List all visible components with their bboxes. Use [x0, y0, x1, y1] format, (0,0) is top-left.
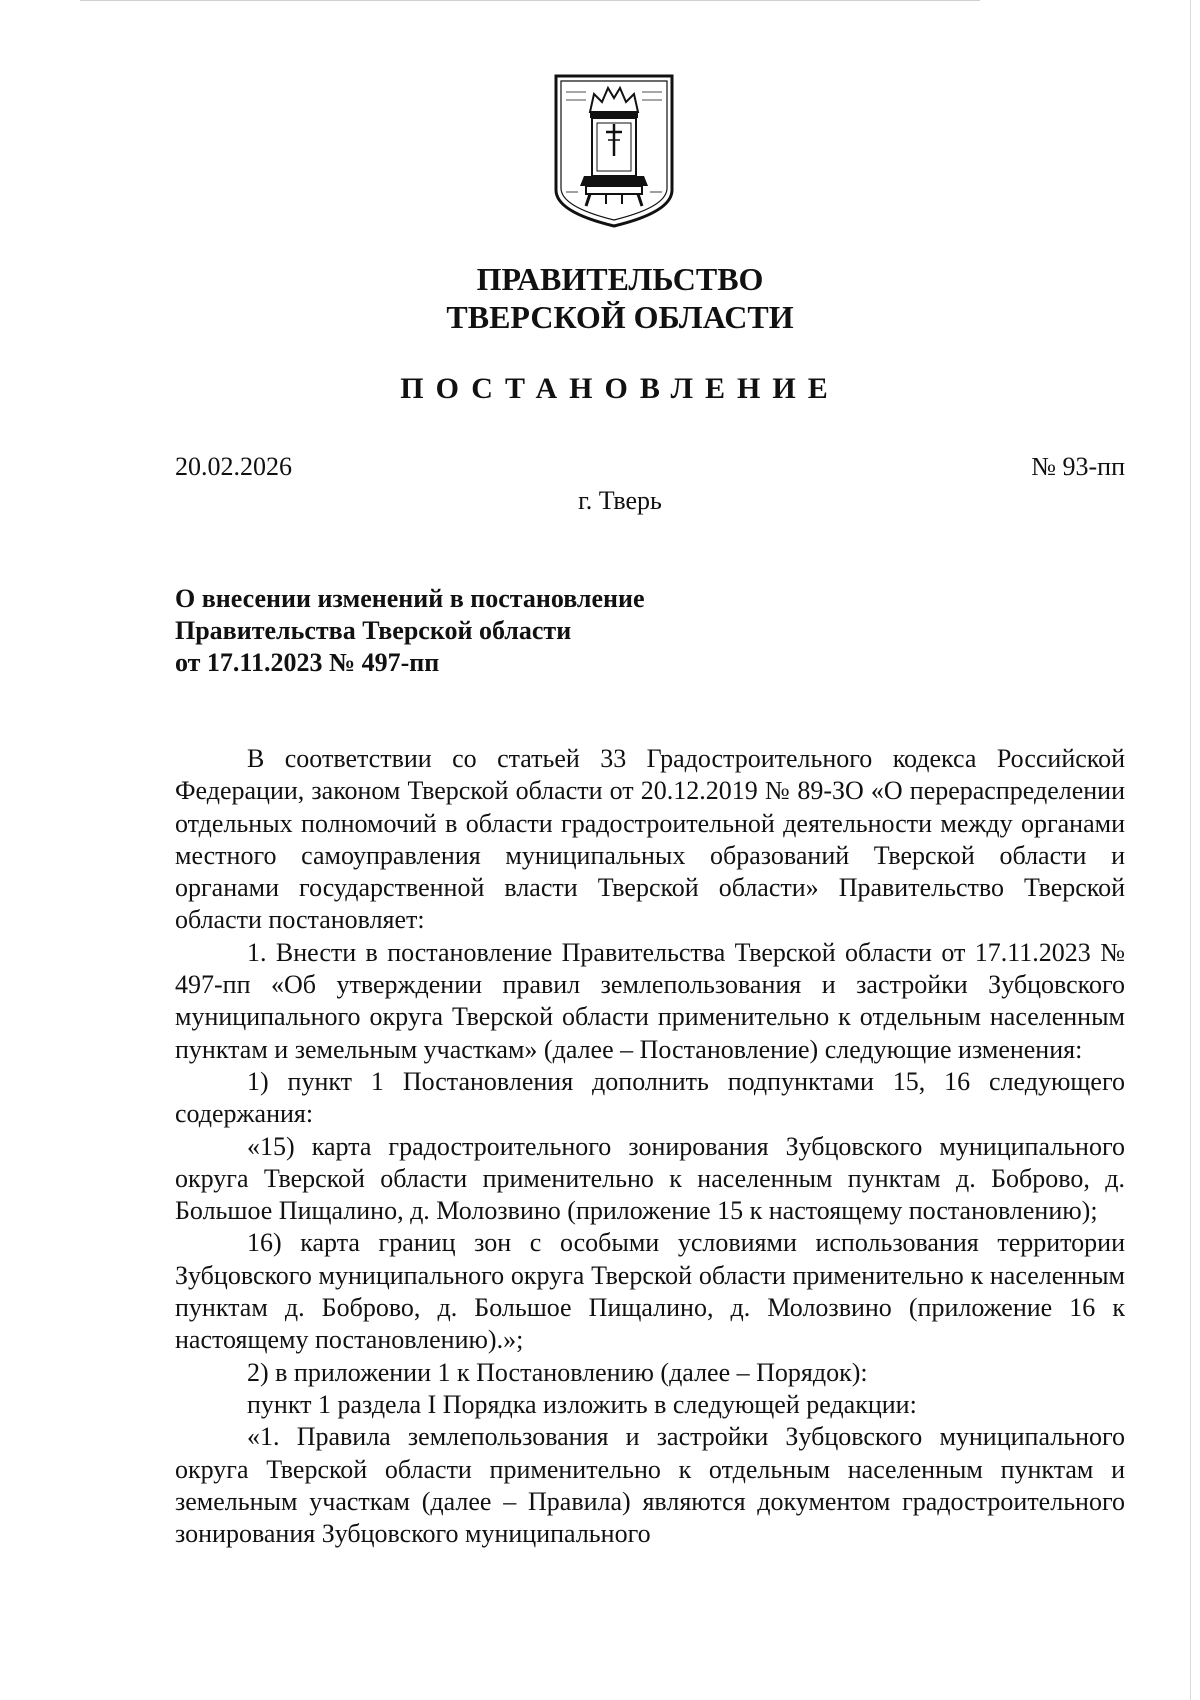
body-paragraph: пункт 1 раздела I Порядка изложить в следующей редакции:	[247, 1389, 917, 1419]
document-body	[175, 743, 1125, 1550]
body-paragraph: «1. Правила землепользования и застройки Зубцовского муниципального округа Тверской области применительно к отдельным населенным пунктам и земельным участкам (далее – Правила) являются документом градостроительного зонирования Зубцовского муниципального	[175, 1422, 1125, 1549]
scan-edge-line	[80, 0, 980, 1]
document-number: № 93-пп	[1031, 452, 1125, 481]
organization-name-line2: ТВЕРСКОЙ ОБЛАСТИ	[446, 299, 794, 335]
scan-edge-line	[1190, 0, 1191, 1700]
body-paragraph: В соответствии со статьей 33 Градостроительного кодекса Российской Федерации, законом Тверской области от 20.12.2019 № 89-ЗО «О перераспределении отдельных полномочий в области градостроительной деятельности между органами местного самоуправления муниципальных образований Тверской области и органами государственной власти Тверской области» Правительство Тверской области постановляет:	[175, 744, 1125, 935]
document-type: ПОСТАНОВЛЕНИЕ	[400, 372, 840, 405]
body-paragraph: 1. Внести в постановление Правительства Тверской области от 17.11.2023 № 497-пп «Об утверждении правил землепользования и застройки Зубцовского муниципального округа Тверской области применительно к отдельным населенным пунктам и земельным участкам» (далее – Постановление) следующие изменения:	[175, 937, 1125, 1064]
document-date: 20.02.2026	[175, 452, 292, 481]
organization-name-line1: ПРАВИТЕЛЬСТВО	[476, 261, 764, 297]
body-paragraph: «15) карта градостроительного зонирования Зубцовского муниципального округа Тверской области применительно к населенным пунктам д. Боброво, д. Большое Пищалино, д. Молозвино (приложение 15 к настоящему постановлению);	[175, 1131, 1125, 1226]
body-paragraph: 16) карта границ зон с особыми условиями использования территории Зубцовского муниципального округа Тверской области применительно к населенным пунктам д. Боброво, д. Большое Пищалино, д. Молозвино (приложение 16 к настоящему постановлению).»;	[175, 1228, 1125, 1355]
subject-line: О внесении изменений в постановление	[175, 584, 645, 613]
subject-line: Правительства Тверской области	[175, 616, 572, 645]
body-paragraph: 2) в приложении 1 к Постановлению (далее – Порядок):	[247, 1357, 868, 1387]
document-subject	[175, 583, 645, 679]
body-paragraph: 1) пункт 1 Постановления дополнить подпунктами 15, 16 следующего содержания:	[175, 1066, 1125, 1129]
tver-oblast-coat-of-arms-icon	[550, 72, 678, 230]
subject-line: от 17.11.2023 № 497-пп	[175, 648, 440, 677]
document-city: г. Тверь	[578, 486, 662, 515]
